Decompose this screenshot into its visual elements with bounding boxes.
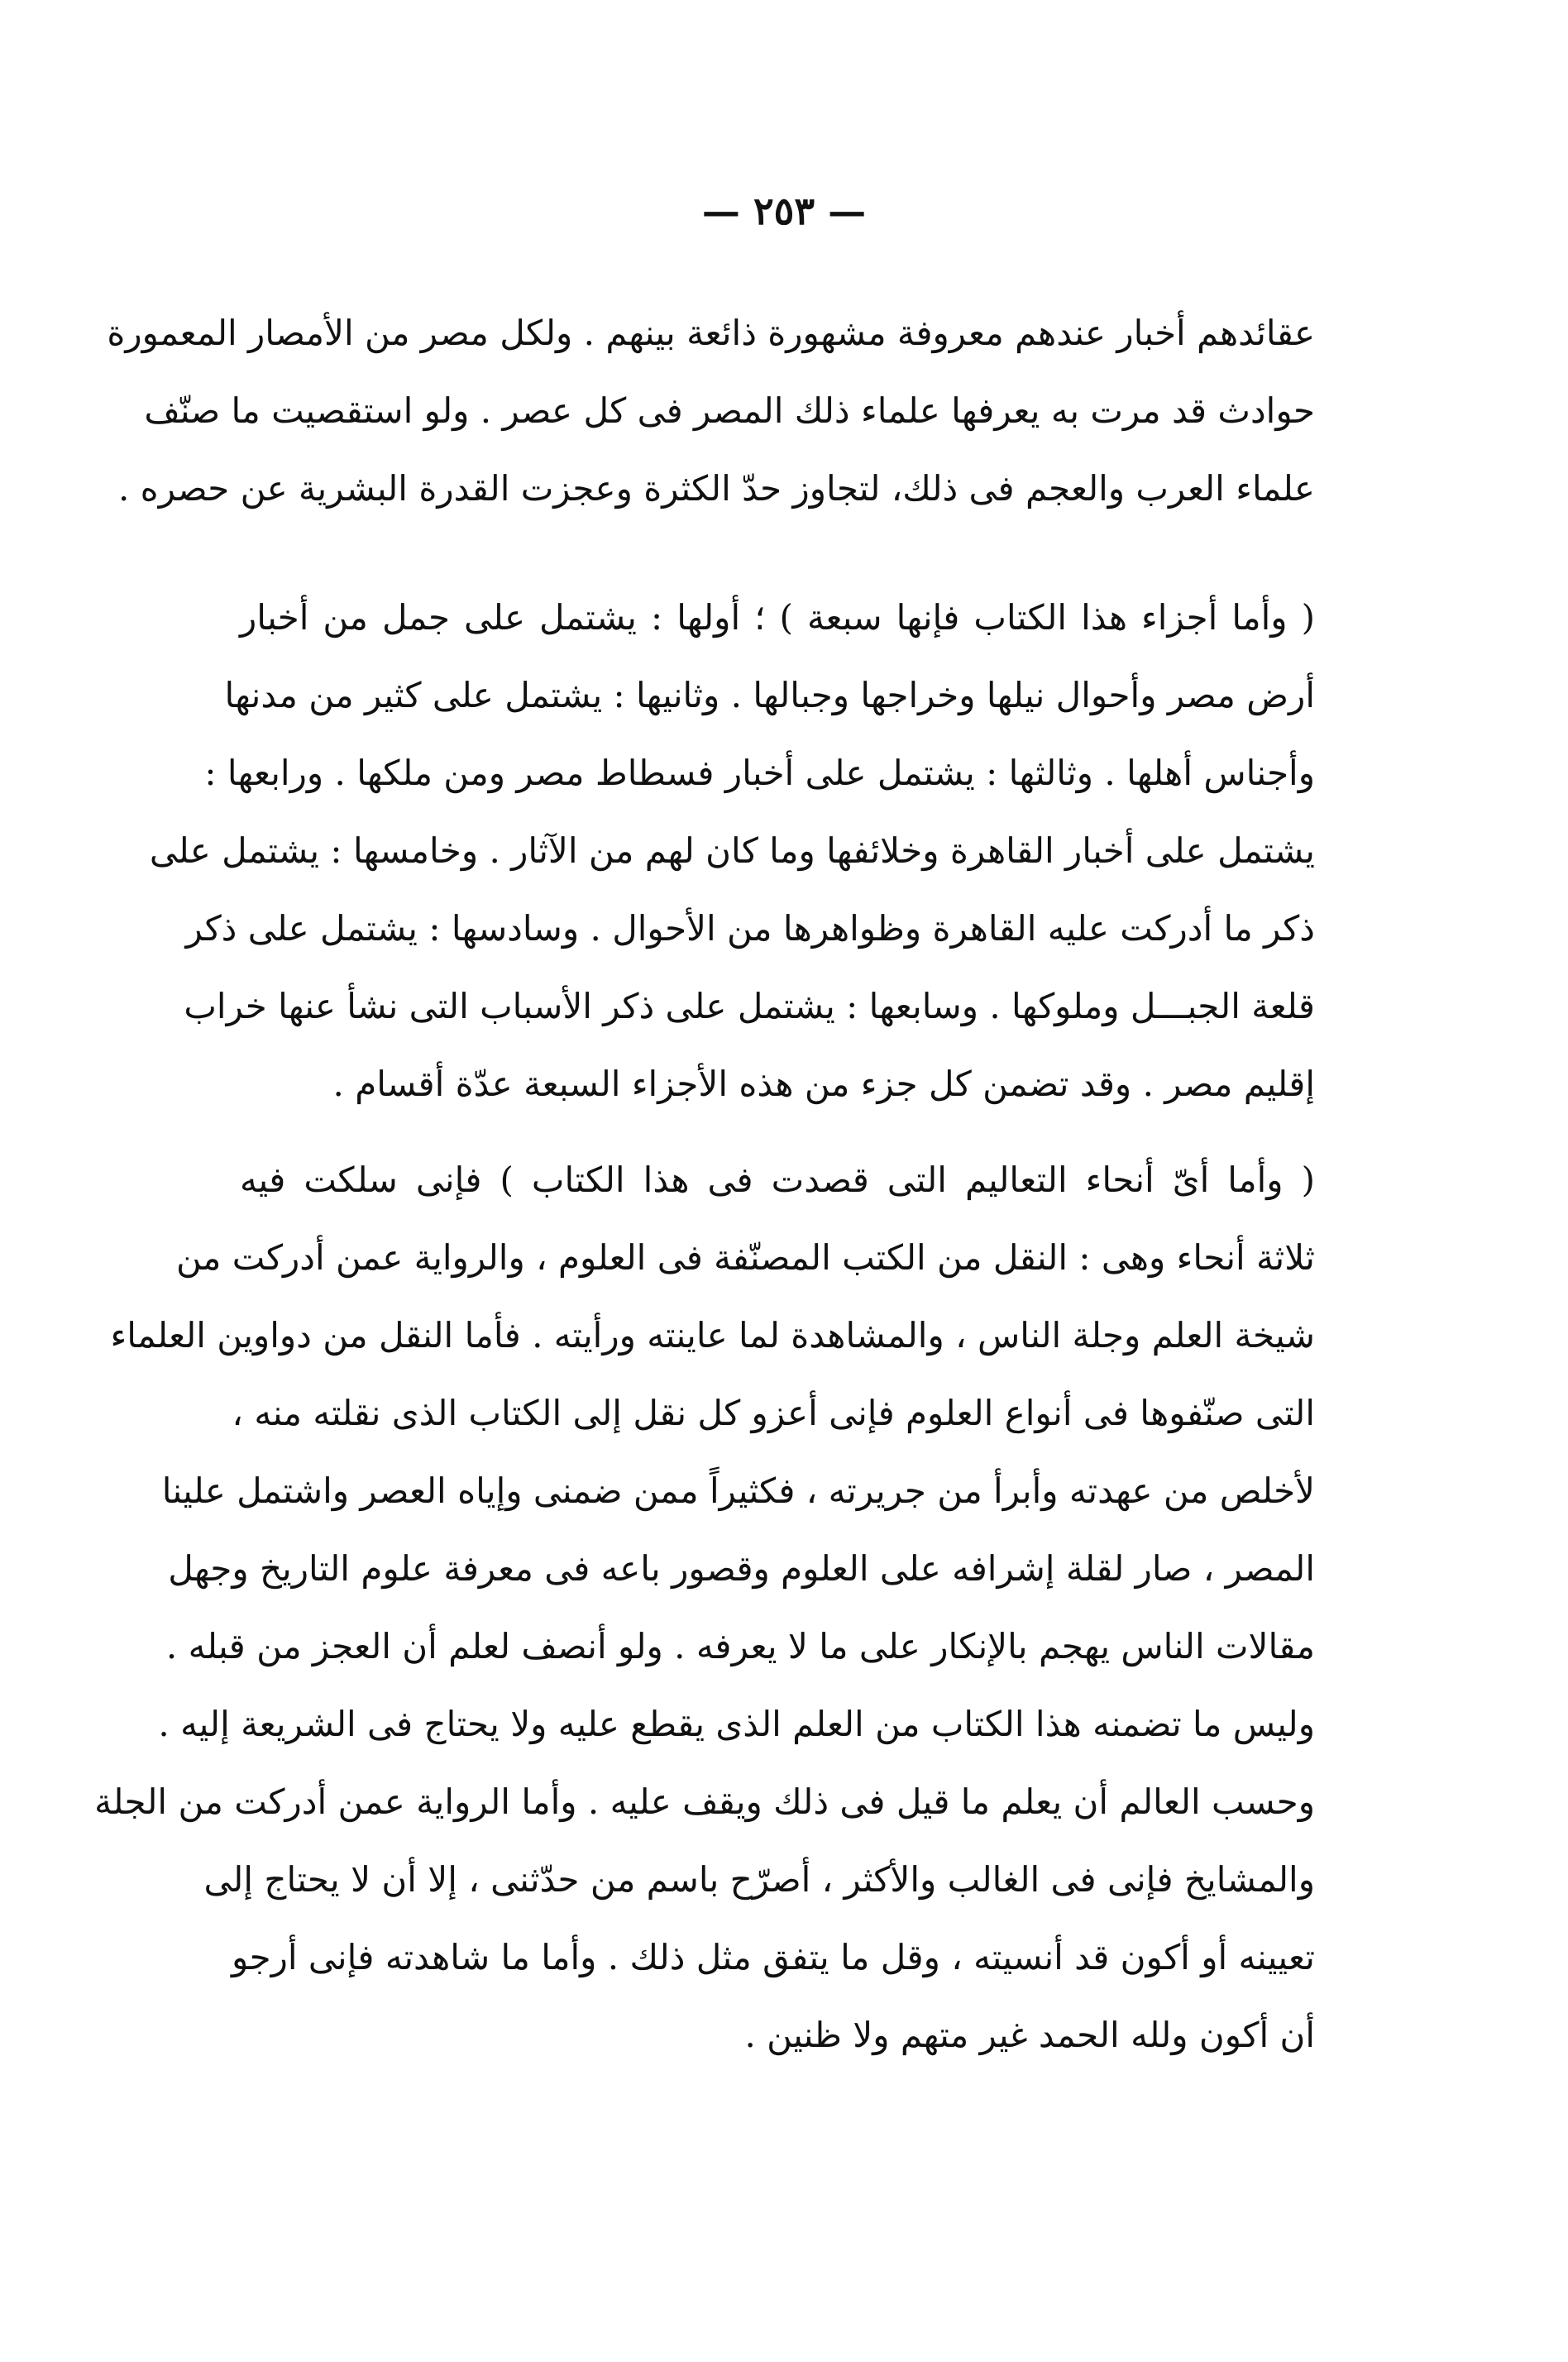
text-line: ( وأما أىّ أنحاء التعاليم التى قصدت فى هذا الكتاب ) فإنى سلكت فيه — [240, 1159, 1315, 1200]
text-line: وأجناس أهلها . وثالثها : يشتمل على أخبار فسطاط مصر ومن ملكها . ورابعها : — [204, 753, 1315, 793]
text-line: حوادث قد مرت به يعرفها علماء ذلك المصر فى كل عصر . ولو استقصيت ما صنّف — [144, 390, 1315, 431]
text-line: وحسب العالم أن يعلم ما قيل فى ذلك ويقف عليه . وأما الرواية عمن أدركت من الجلة — [94, 1781, 1315, 1822]
text-line: ذكر ما أدركت عليه القاهرة وظواهرها من الأحوال . وسادسها : يشتمل على ذكر — [185, 908, 1315, 949]
text-line: ( وأما أجزاء هذا الكتاب فإنها سبعة ) ؛ أولها : يشتمل على جمل من أخبار — [240, 597, 1315, 638]
text-line: قلعة الجبـــل وملوكها . وسابعها : يشتمل على ذكر الأسباب التى نشأ عنها خراب — [184, 986, 1315, 1026]
page-number: — ٢٥٣ — — [701, 189, 867, 233]
paragraph-3 — [94, 1141, 1315, 2074]
text-line: تعيينه أو أكون قد أنسيته ، وقل ما يتفق مثل ذلك . وأما ما شاهدته فإنى أرجو — [231, 1937, 1315, 1977]
text-line: مقالات الناس يهجم بالإنكار على ما لا يعرفه . ولو أنصف لعلم أن العجز من قبله . — [165, 1626, 1315, 1666]
text-line: أن أكون ولله الحمد غير متهم ولا ظنين . — [744, 2015, 1315, 2055]
text-line: عقائدهم أخبار عندهم معروفة مشهورة ذائعة بينهم . ولكل مصر من الأمصار المعمورة — [107, 313, 1315, 353]
text-line: علماء العرب والعجم فى ذلك، لتجاوز حدّ الكثرة وعجزت القدرة البشرية عن حصره . — [117, 468, 1315, 509]
text-line: لأخلص من عهدته وأبرأ من جريرته ، فكثيراً ممن ضمنى وإياه العصر واشتمل علينا — [161, 1470, 1315, 1511]
text-line: وليس ما تضمنه هذا الكتاب من العلم الذى يقطع عليه ولا يحتاج فى الشريعة إليه . — [158, 1704, 1315, 1744]
text-line: والمشايخ فإنى فى الغالب والأكثر ، أصرّح باسم من حدّثنى ، إلا أن لا يحتاج إلى — [203, 1859, 1315, 1900]
text-line: يشتمل على أخبار القاهرة وخلائفها وما كان لهم من الآثار . وخامسها : يشتمل على — [149, 830, 1315, 871]
paragraph-2 — [149, 579, 1315, 1123]
text-line: ثلاثة أنحاء وهى : النقل من الكتب المصنّفة فى العلوم ، والرواية عمن أدركت من — [175, 1237, 1315, 1278]
paragraph-1 — [107, 294, 1315, 528]
text-line: إقليم مصر . وقد تضمن كل جزء من هذه الأجزاء السبعة عدّة أقسام . — [332, 1064, 1315, 1104]
text-line: شيخة العلم وجلة الناس ، والمشاهدة لما عاينته ورأيته . فأما النقل من دواوين العلماء — [110, 1315, 1315, 1356]
text-line: المصر ، صار لقلة إشرافه على العلوم وقصور باعه فى معرفة علوم التاريخ وجهل — [168, 1548, 1315, 1589]
text-line: أرض مصر وأحوال نيلها وخراجها وجبالها . وثانيها : يشتمل على كثير من مدنها — [224, 675, 1315, 715]
text-line: التى صنّفوها فى أنواع العلوم فإنى أعزو كل نقل إلى الكتاب الذى نقلته منه ، — [232, 1393, 1315, 1433]
